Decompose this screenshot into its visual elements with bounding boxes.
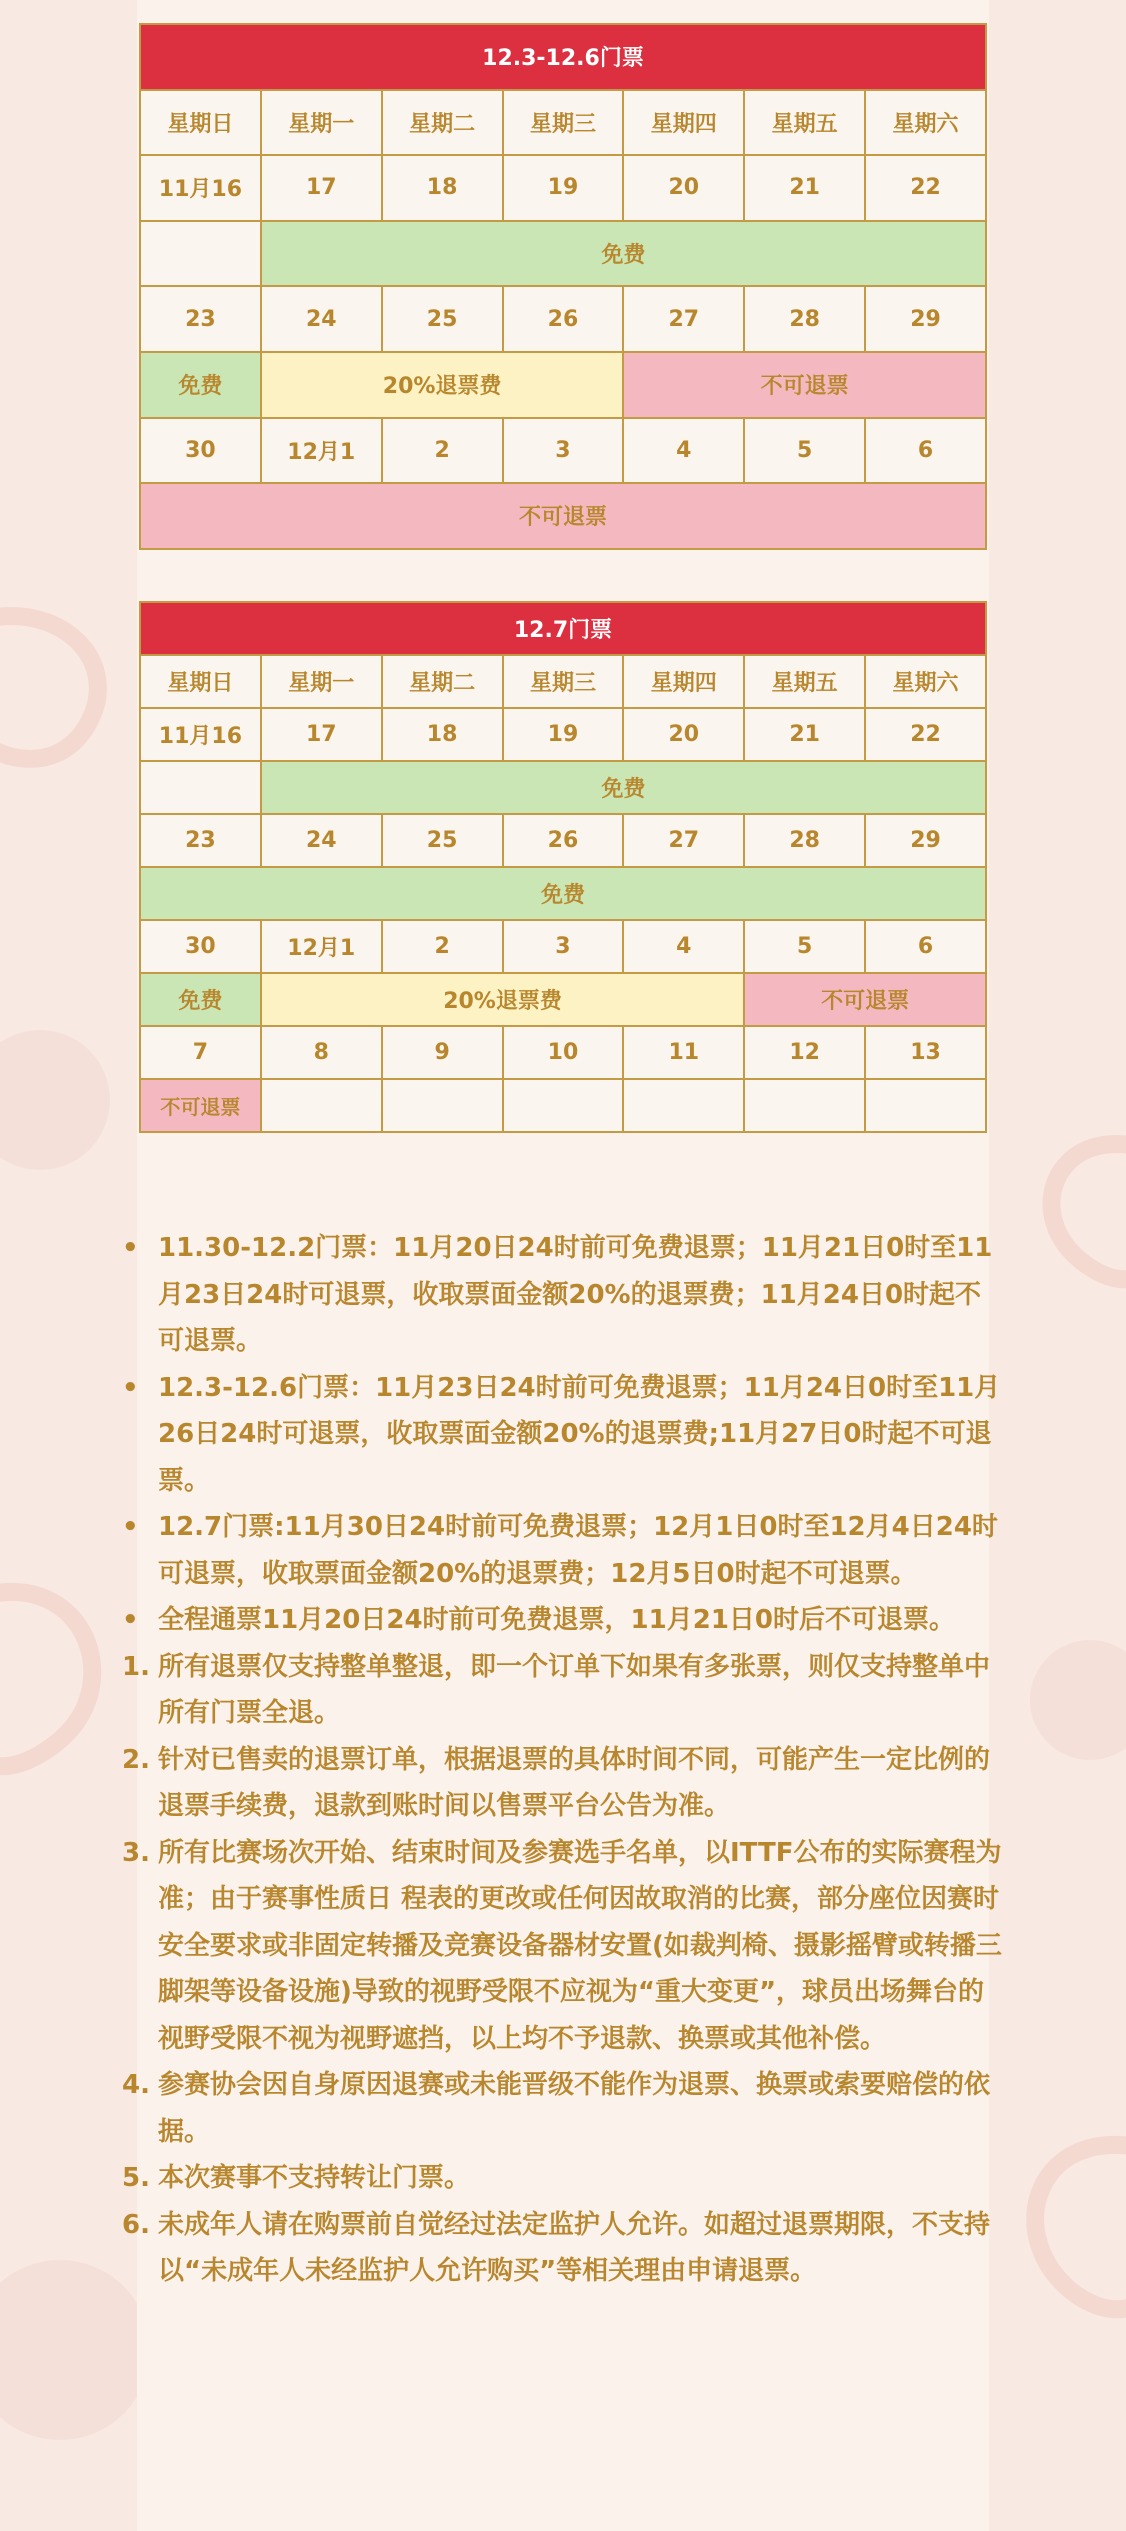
date-row	[140, 920, 986, 973]
date-cell: 3	[503, 920, 624, 973]
calendar-title: 12.3-12.6门票	[140, 24, 986, 90]
no-refund-cell: 不可退票	[744, 973, 986, 1026]
date-cell: 27	[623, 814, 744, 867]
no-refund-cell: 不可退票	[140, 1079, 261, 1132]
date-cell: 17	[261, 155, 382, 221]
free-refund-cell: 免费	[261, 221, 986, 287]
date-cell: 21	[744, 155, 865, 221]
calendar-12-7	[139, 601, 987, 1133]
weekday-cell: 星期六	[865, 655, 986, 708]
weekday-cell: 星期四	[623, 90, 744, 156]
fee-refund-cell: 20%退票费	[261, 973, 744, 1026]
weekday-row	[140, 90, 986, 156]
date-cell: 4	[623, 418, 744, 484]
empty-cell	[623, 1079, 744, 1132]
date-cell: 26	[503, 814, 624, 867]
date-cell: 30	[140, 418, 261, 484]
free-refund-cell: 免费	[140, 867, 986, 920]
date-cell: 17	[261, 708, 382, 761]
date-cell: 20	[623, 708, 744, 761]
date-cell: 26	[503, 286, 624, 352]
date-row	[140, 155, 986, 221]
bullet-icon: •	[122, 1372, 139, 1403]
item-number: 4.	[122, 2070, 150, 2100]
date-cell: 25	[382, 814, 503, 867]
numbered-item: 5. 本次赛事不支持转让门票。	[122, 2155, 1002, 2202]
date-row	[140, 418, 986, 484]
status-row	[140, 973, 986, 1026]
status-row	[140, 761, 986, 814]
date-cell: 8	[261, 1026, 382, 1079]
date-cell: 5	[744, 920, 865, 973]
weekday-cell: 星期一	[261, 90, 382, 156]
weekday-cell: 星期六	[865, 90, 986, 156]
date-cell: 6	[865, 418, 986, 484]
weekday-row	[140, 655, 986, 708]
date-cell: 24	[261, 814, 382, 867]
no-refund-cell: 不可退票	[623, 352, 986, 418]
item-number: 3.	[122, 1837, 150, 1868]
date-row	[140, 286, 986, 352]
empty-cell	[261, 1079, 382, 1132]
bullet-icon: •	[122, 1512, 139, 1542]
date-cell: 22	[865, 155, 986, 221]
date-cell: 11月16	[140, 708, 261, 761]
bullet-item: • 11.30-12.2门票：11月20日24时前可免费退票；11月21日0时至11月23日24时可退票，收取票面金额20%的退票费；11月24日0时起不可退票。	[122, 1225, 1002, 1365]
item-number: 5.	[122, 2163, 150, 2193]
weekday-cell: 星期日	[140, 655, 261, 708]
empty-cell	[865, 1079, 986, 1132]
empty-cell	[744, 1079, 865, 1132]
date-cell: 11月16	[140, 155, 261, 221]
weekday-cell: 星期日	[140, 90, 261, 156]
weekday-cell: 星期二	[382, 90, 503, 156]
date-cell: 21	[744, 708, 865, 761]
date-cell: 12月1	[261, 418, 382, 484]
numbered-item: 3. 所有比赛场次开始、结束时间及参赛选手名单，以ITTF公布的实际赛程为准；由于赛事性质日 程表的更改或任何因故取消的比赛，部分座位因赛时安全要求或非固定转播及竞赛设备器材安置(如裁判椅、摄影摇臂或转播三脚架等设备设施)导致的视野受限不应视为“重大变更”，球员出场舞台的视野受限不视为视野遮挡，以上均不予退款、换票或其他补偿。	[122, 1830, 1002, 2063]
status-row	[140, 221, 986, 287]
date-cell: 9	[382, 1026, 503, 1079]
date-cell: 29	[865, 814, 986, 867]
date-cell: 29	[865, 286, 986, 352]
numbered-item: 4. 参赛协会因自身原因退赛或未能晋级不能作为退票、换票或索要赔偿的依据。	[122, 2062, 1002, 2155]
date-cell: 7	[140, 1026, 261, 1079]
date-cell: 23	[140, 286, 261, 352]
bullet-item: • 12.7门票:11月30日24时前可免费退票；12月1日0时至12月4日24时可退票，收取票面金额20%的退票费；12月5日0时起不可退票。	[122, 1504, 1002, 1597]
weekday-cell: 星期三	[503, 655, 624, 708]
date-cell: 19	[503, 155, 624, 221]
date-cell: 22	[865, 708, 986, 761]
item-number: 2.	[122, 1744, 150, 1775]
empty-cell	[503, 1079, 624, 1132]
item-number: 1.	[122, 1651, 150, 1682]
date-cell: 2	[382, 920, 503, 973]
calendar-title: 12.7门票	[140, 602, 986, 655]
date-cell: 24	[261, 286, 382, 352]
free-refund-cell: 免费	[261, 761, 986, 814]
weekday-cell: 星期三	[503, 90, 624, 156]
status-row	[140, 867, 986, 920]
empty-cell	[382, 1079, 503, 1132]
date-cell: 12	[744, 1026, 865, 1079]
date-row	[140, 1026, 986, 1079]
date-cell: 18	[382, 155, 503, 221]
refund-rules-list	[122, 1644, 1002, 2295]
empty-cell	[140, 761, 261, 814]
date-cell: 23	[140, 814, 261, 867]
date-cell: 6	[865, 920, 986, 973]
numbered-item: 1. 所有退票仅支持整单整退，即一个订单下如果有多张票，则仅支持整单中所有门票全退。	[122, 1644, 1002, 1737]
item-number: 6.	[122, 2209, 150, 2240]
weekday-cell: 星期一	[261, 655, 382, 708]
free-refund-cell: 免费	[140, 352, 261, 418]
date-cell: 10	[503, 1026, 624, 1079]
date-cell: 20	[623, 155, 744, 221]
no-refund-cell: 不可退票	[140, 483, 986, 549]
date-cell: 25	[382, 286, 503, 352]
date-cell: 19	[503, 708, 624, 761]
calendar-12-3-to-12-6	[139, 23, 987, 550]
date-cell: 5	[744, 418, 865, 484]
weekday-cell: 星期五	[744, 90, 865, 156]
date-cell: 28	[744, 814, 865, 867]
status-row	[140, 1079, 986, 1132]
free-refund-cell: 免费	[140, 973, 261, 1026]
date-cell: 30	[140, 920, 261, 973]
date-cell: 12月1	[261, 920, 382, 973]
date-cell: 27	[623, 286, 744, 352]
weekday-cell: 星期二	[382, 655, 503, 708]
refund-notes	[122, 1225, 1002, 2295]
bullet-icon: •	[122, 1233, 139, 1263]
date-cell: 4	[623, 920, 744, 973]
refund-bullet-list	[122, 1225, 1002, 1644]
weekday-cell: 星期四	[623, 655, 744, 708]
date-cell: 28	[744, 286, 865, 352]
fee-refund-cell: 20%退票费	[261, 352, 624, 418]
date-row	[140, 814, 986, 867]
date-cell: 18	[382, 708, 503, 761]
bullet-item: • 12.3-12.6门票：11月23日24时前可免费退票；11月24日0时至11月26日24时可退票，收取票面金额20%的退票费;11月27日0时起不可退票。	[122, 1365, 1002, 1505]
bullet-item: • 全程通票11月20日24时前可免费退票，11月21日0时后不可退票。	[122, 1597, 1002, 1644]
date-cell: 2	[382, 418, 503, 484]
date-cell: 11	[623, 1026, 744, 1079]
weekday-cell: 星期五	[744, 655, 865, 708]
date-cell: 3	[503, 418, 624, 484]
numbered-item: 2. 针对已售卖的退票订单，根据退票的具体时间不同，可能产生一定比例的退票手续费，退款到账时间以售票平台公告为准。	[122, 1737, 1002, 1830]
status-row	[140, 483, 986, 549]
bullet-icon: •	[122, 1605, 139, 1635]
status-row	[140, 352, 986, 418]
empty-cell	[140, 221, 261, 287]
date-cell: 13	[865, 1026, 986, 1079]
numbered-item: 6. 未成年人请在购票前自觉经过法定监护人允许。如超过退票期限，不支持以“未成年人未经监护人允许购买”等相关理由申请退票。	[122, 2202, 1002, 2295]
date-row	[140, 708, 986, 761]
